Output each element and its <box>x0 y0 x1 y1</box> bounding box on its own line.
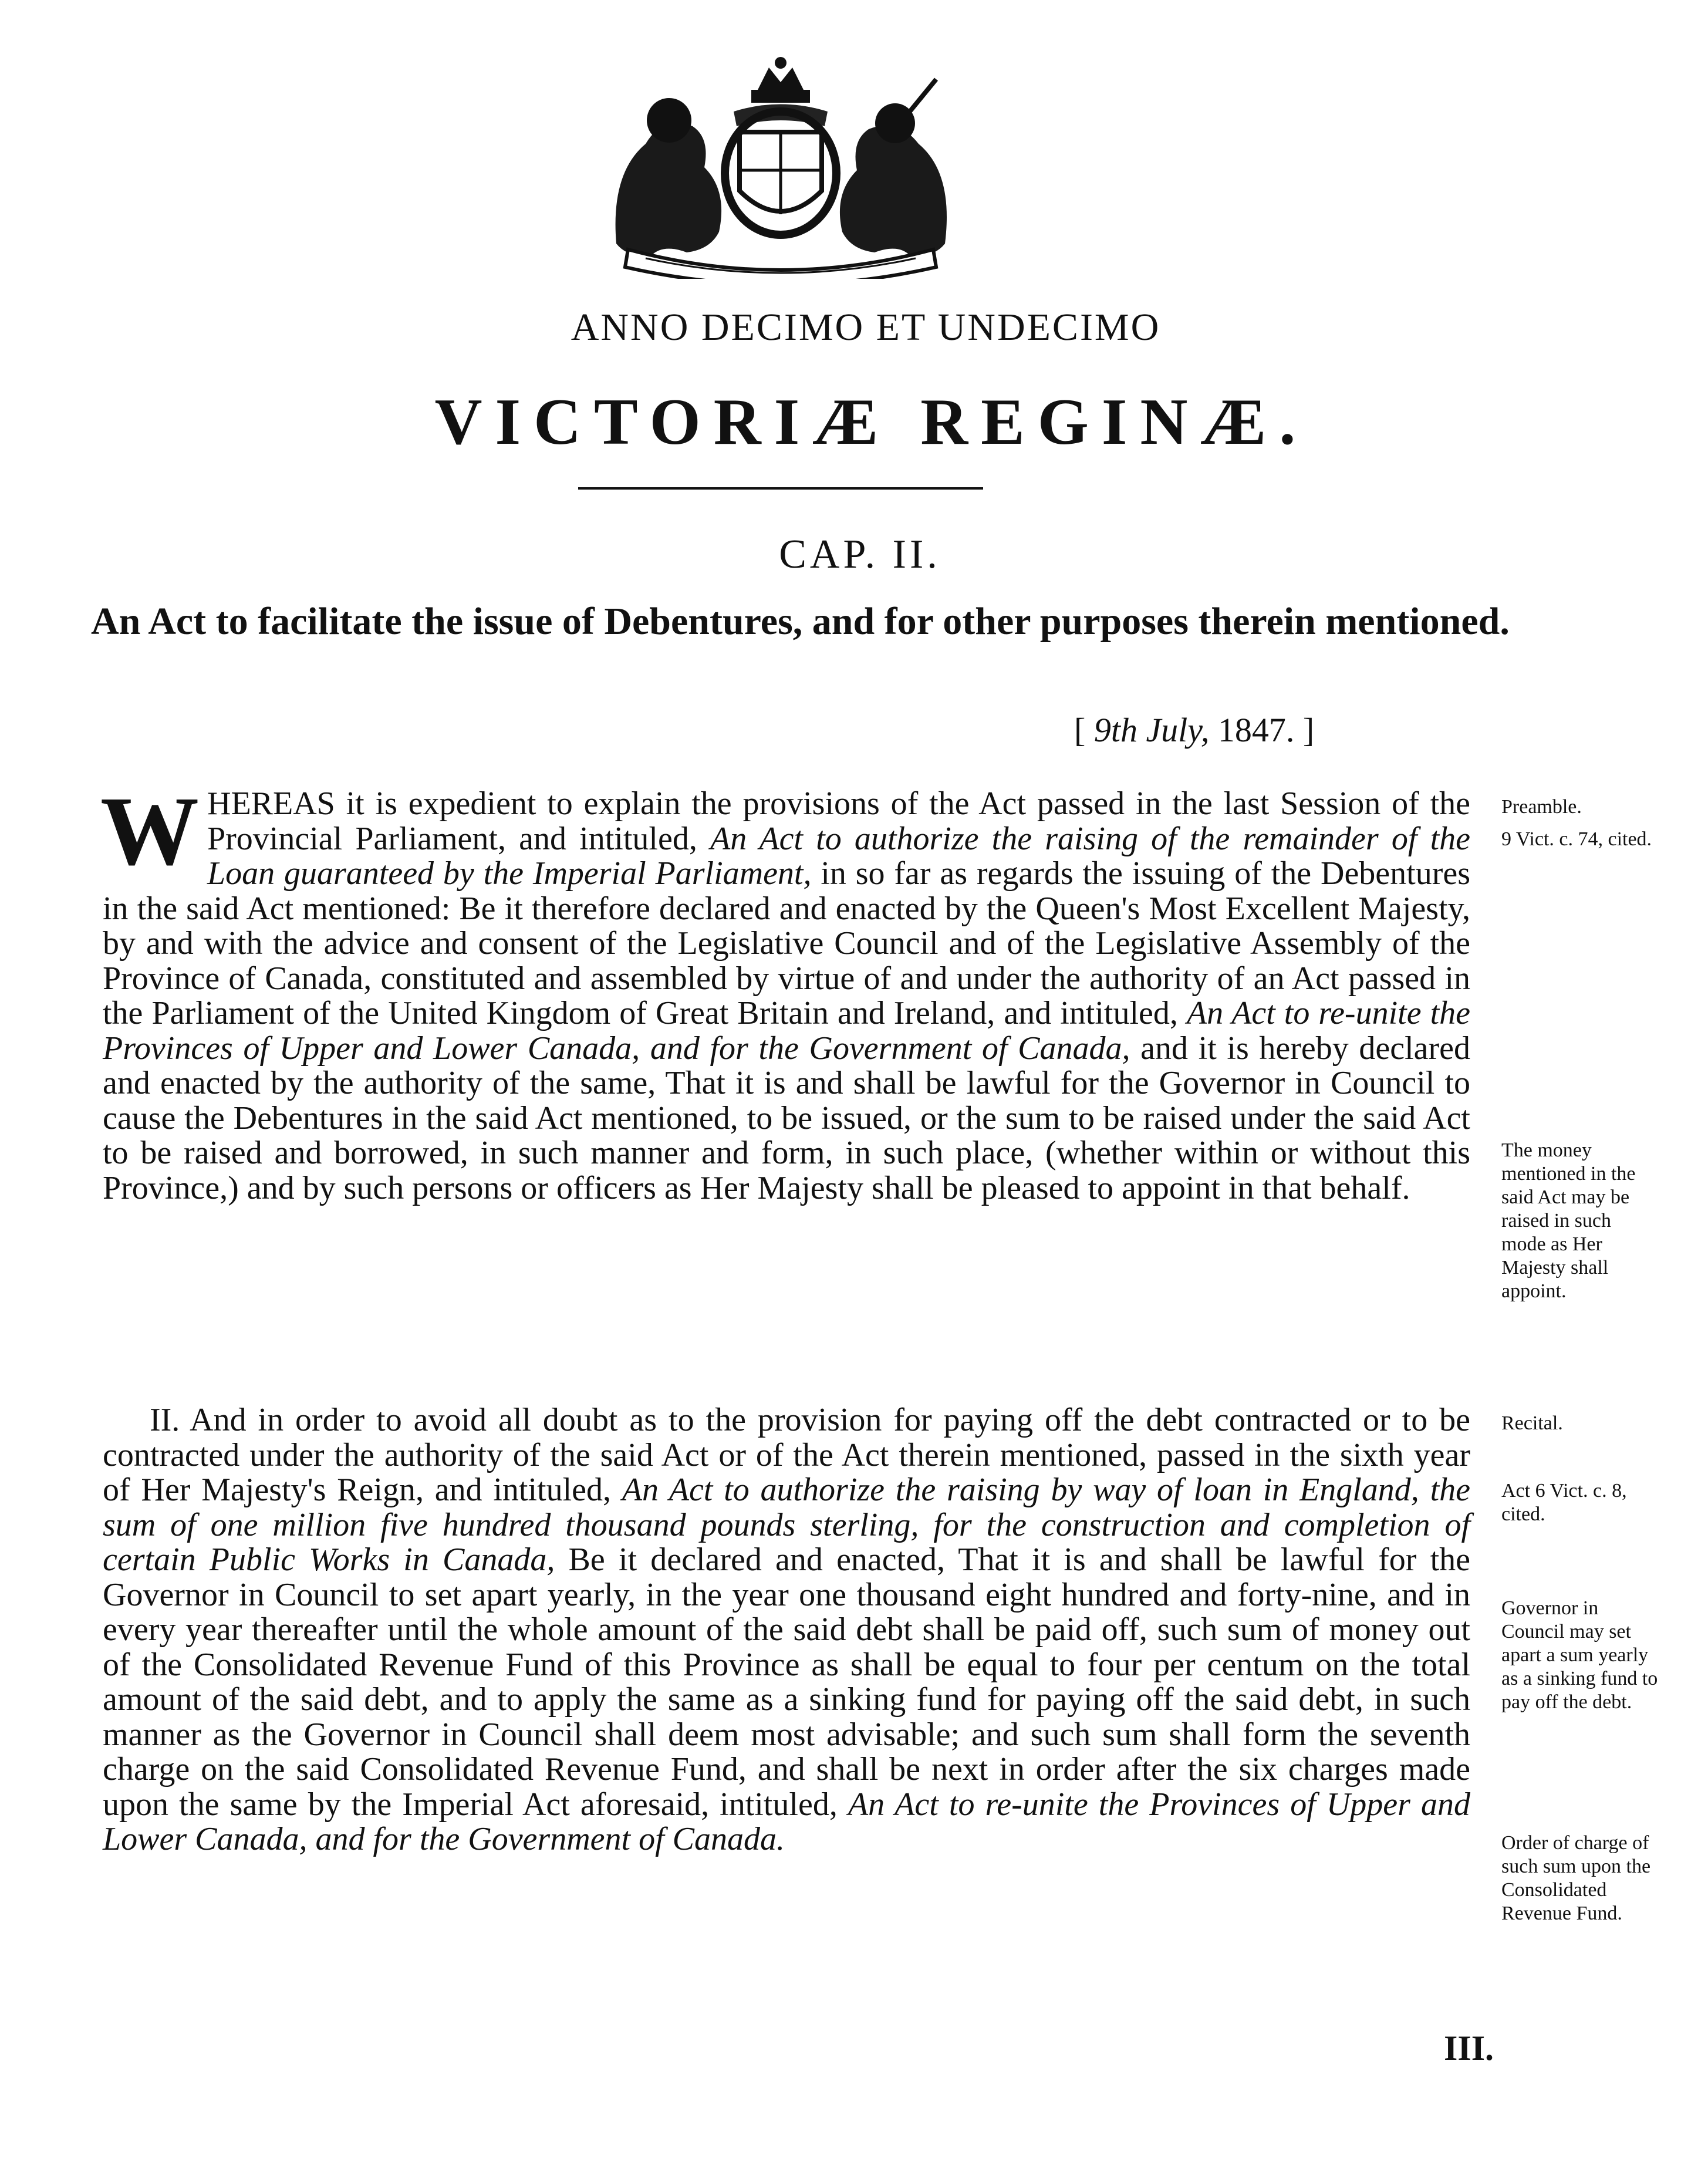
drop-cap: W <box>100 777 199 886</box>
margin-note-money-raised: The money mentioned in the said Act may be raised in such mode as Her Majesty shall appoint. <box>1501 1139 1636 1302</box>
assent-date <box>1074 710 1314 750</box>
section-2-cited-act-a: An Act to authorize the raising by way of loan in England, the sum of one million five hundred thousand pounds sterling, for the construction and completion of certain Public Works in Canada, <box>103 1472 1470 1578</box>
margin-note-cited-9-vict: 9 Vict. c. 74, cited. <box>1501 828 1652 850</box>
margin-note-preamble: Preamble. <box>1501 796 1582 818</box>
section-1-text-a: HEREAS it is expedient to explain the provisions of the Act passed in the last Session of the Provincial Parliament, and intituled, <box>207 785 1470 857</box>
chapter-number: CAP. II. <box>779 532 941 577</box>
section-2-text-a: II. And in order to avoid all doubt as to the provision for paying off the debt contracted or to be contracted under the authority of the said Act or of the Act therein mentioned, passed in the sixth year of Her Majesty's Reign, and intituled, <box>103 1402 1470 1508</box>
margin-note-recital: Recital. <box>1501 1412 1563 1434</box>
margin-note-sinking-fund: Governor in Council may set apart a sum yearly as a sinking fund to pay off the debt. <box>1501 1597 1658 1713</box>
section-2-text-b: Be it declared and enacted, That it is and shall be lawful for the Governor in Council to set apart yearly, in the year one thousand eight hundred and forty-nine, and in every year thereafter until the whole amount of the said debt shall be paid off, such sum of money out of the Consolidated Revenue Fund of this Province as shall be equal to four per centum on the total amount of the said debt, and to apply the same as a sinking fund for paying off the said debt, in such manner as the Governor in Council shall deem most advisable; and such sum shall form the seventh charge on the said Consolidated Revenue Fund, and shall be next in order after the six charges made upon the same by the Imperial Act aforesaid, intituled, <box>103 1542 1470 1823</box>
regnal-year-line: ANNO DECIMO ET UNDECIMO <box>571 306 1161 349</box>
margin-note-cited-6-vict: Act 6 Vict. c. 8, cited. <box>1501 1480 1627 1525</box>
section-1-cited-act-b: An Act to re-unite the Provinces of Upper and Lower Canada, and for the Government of Canada, <box>103 995 1470 1067</box>
section-1-text-b: in so far as regards the issuing of the Debentures in the said Act mentioned: Be it therefore declared and enacted by the Queen's Most Excellent Majesty, by and with the advice and consent of the Legislative Council and of the Legislative Assembly of the Province of Canada, constituted and assembled by virtue of and under the authority of an Act passed in the Parliament of the United Kingdom of Great Britain and Ireland, and intituled, <box>103 855 1471 1031</box>
section-1-cited-act-a: An Act to authorize the raising of the remainder of the Loan guaranteed by the Imperial Parliament, <box>207 820 1471 892</box>
section-2-cited-act-b: An Act to re-unite the Provinces of Upper and Lower Canada, and for the Government of Canada. <box>103 1786 1470 1857</box>
section-1-paragraph <box>100 777 1471 1206</box>
catchword: III. <box>1444 2029 1494 2067</box>
act-title: An Act to facilitate the issue of Debentures, and for other purposes therein mentioned. <box>91 600 1510 643</box>
section-2-paragraph <box>103 1403 1470 1857</box>
divider-rule <box>578 487 983 490</box>
date-open-bracket: [ <box>1074 711 1094 749</box>
margin-note-order-of-charge: Order of charge of such sum upon the Consolidated Revenue Fund. <box>1501 1832 1651 1924</box>
royal-coat-of-arms-icon <box>593 56 968 279</box>
date-year: 1847. ] <box>1209 711 1315 749</box>
regnal-title: VICTORIÆ REGINÆ. <box>434 386 1309 458</box>
section-1-text-c: and it is hereby declared and enacted by the authority of the same, That it is and shall be lawful for the Governor in Council to cause the Debentures in the said Act mentioned, to be issued, or the sum to be raised under the said Act to be raised and borrowed, in such manner and form, in such place, (whether within or without this Province,) and by such persons or officers as Her Majesty shall be pleased to appoint in that behalf. <box>103 1030 1471 1206</box>
date-day: 9th July, <box>1093 711 1210 749</box>
